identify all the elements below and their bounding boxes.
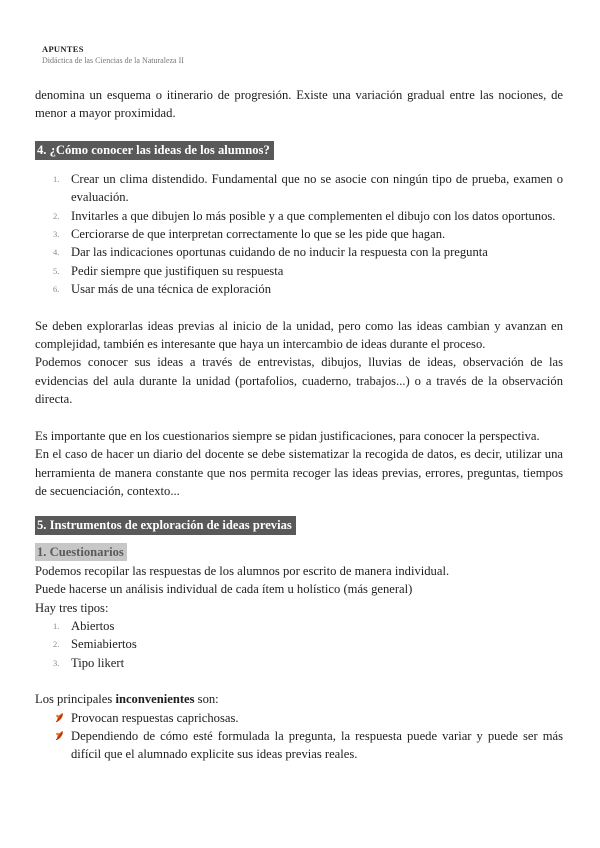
list-item-text: Provocan respuestas caprichosas. (71, 710, 239, 725)
list-item (35, 243, 563, 261)
list-item (35, 262, 563, 280)
leaf-bullet-icon (55, 712, 65, 723)
section-4-paragraph-1: Se deben explorarlas ideas previas al inicio de la unidad, pero como las ideas cambian y avanzan en complejidad, también es interesante que haya un intercambio de ideas durante el proceso. (35, 318, 563, 352)
section-4-title: 4. ¿Cómo conocer las ideas de los alumnos? (35, 141, 274, 160)
document-body (35, 86, 563, 764)
list-number: 1. (53, 620, 60, 631)
header-subtitle: Didáctica de las Ciencias de la Naturaleza II (42, 56, 184, 65)
list-number: 2. (53, 210, 60, 221)
inconvenientes-bold: inconvenientes (115, 692, 195, 707)
list-item (35, 170, 563, 207)
page-header (42, 44, 184, 66)
section-4-paragraph-2: Podemos conocer sus ideas a través de entrevistas, dibujos, lluvias de ideas, observación de las evidencias del aula durante la unidad (portafolios, cuaderno, trabajos...) o a través de la observación directa. (35, 355, 563, 407)
list-item-text: Crear un clima distendido. Fundamental que no se asocie con ningún tipo de prueba, examen o evaluación. (71, 171, 563, 205)
list-item-text: Dar las indicaciones oportunas cuidando de no inducir la respuesta con la pregunta (71, 245, 488, 260)
questionnaire-types-list (35, 617, 563, 672)
list-item-text: Usar más de una técnica de exploración (71, 282, 272, 297)
list-number: 2. (53, 639, 60, 650)
inconvenientes-prefix: Los principales (35, 692, 116, 707)
inconvenientes-intro (35, 690, 563, 708)
list-item (35, 635, 563, 653)
section-5-heading (35, 516, 563, 535)
list-item-text: Invitarles a que dibujen lo más posible y a que complementen el dibujo con los datos oportunos. (71, 208, 556, 223)
list-item (35, 617, 563, 635)
list-item-text: Semiabiertos (71, 637, 137, 652)
section-4-paragraph-3: Es importante que en los cuestionarios siempre se pidan justificaciones, para conocer la perspectiva. (35, 428, 540, 443)
inconvenientes-suffix: son: (194, 692, 219, 707)
subsection-1-line-1: Podemos recopilar las respuestas de los alumnos por escrito de manera individual. (35, 563, 450, 578)
list-number: 1. (53, 173, 60, 184)
subsection-1-heading (35, 543, 563, 561)
section-5-title: 5. Instrumentos de exploración de ideas previas (35, 516, 296, 535)
section-4-paragraph-4: En el caso de hacer un diario del docente se debe sistematizar la recogida de datos, es decir, utilizar una herramienta de manera constante que nos permita recoger las ideas previas, errores, preguntas, tiempos de secuenciación, contexto... (35, 447, 563, 498)
intro-paragraph: denomina un esquema o itinerario de progresión. Existe una variación gradual entre las nociones, de menor a mayor proximidad. (35, 88, 563, 121)
list-item (35, 225, 563, 243)
list-number: 3. (53, 657, 60, 668)
list-item-text: Cerciorarse de que interpretan correctamente lo que se les pide que hagan. (71, 227, 446, 242)
list-number: 5. (53, 265, 60, 276)
list-item (35, 727, 563, 764)
leaf-bullet-icon (55, 730, 65, 741)
list-item (35, 280, 563, 298)
section-4-list (35, 170, 563, 299)
list-number: 4. (53, 247, 60, 258)
list-number: 6. (53, 284, 60, 295)
list-item-text: Dependiendo de cómo esté formulada la pregunta, la respuesta puede variar y puede ser más difícil que el alumnado explicite sus ideas previas reales. (71, 728, 563, 762)
list-item (35, 207, 563, 225)
subsection-1-title: 1. Cuestionarios (35, 543, 127, 561)
header-title: APUNTES (42, 44, 84, 54)
list-item-text: Pedir siempre que justifiquen su respuesta (71, 263, 284, 278)
subsection-1-line-2: Puede hacerse un análisis individual de cada ítem u holístico (más general) (35, 582, 413, 597)
list-item (35, 654, 563, 672)
inconvenientes-list (35, 709, 563, 764)
list-number: 3. (53, 229, 60, 240)
list-item (35, 709, 563, 727)
subsection-1-line-3: Hay tres tipos: (35, 600, 109, 615)
section-4-heading (35, 141, 563, 160)
list-item-text: Tipo likert (71, 655, 125, 670)
list-item-text: Abiertos (71, 618, 115, 633)
